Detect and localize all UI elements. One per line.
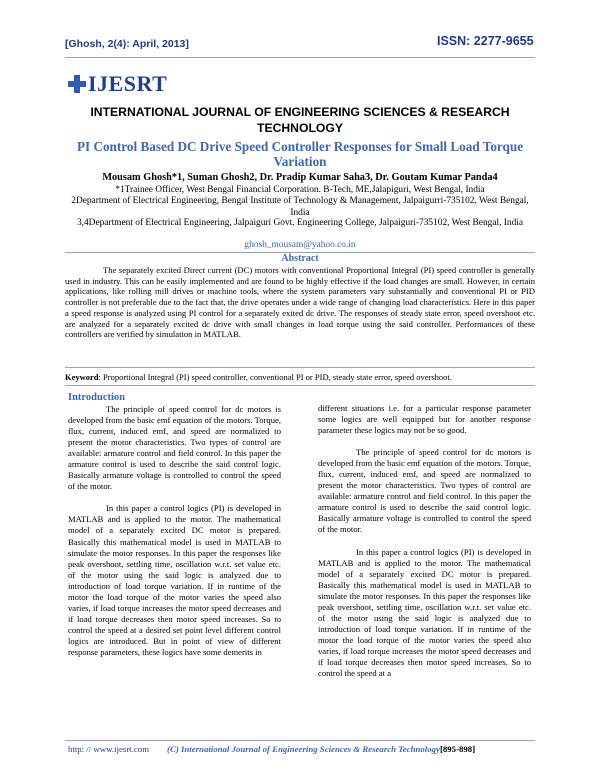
footer-url[interactable]: http: // www.ijesrt.com (68, 744, 150, 754)
affiliation-3: 3,4Department of Electrical Engineering, Jalpaiguri Govt. Engineering College, Jalpaiguri-735102, West Bengal, India (76, 218, 524, 228)
footer-pages: [895-898] (439, 744, 476, 754)
keywords-rule-top (65, 367, 535, 368)
left-paragraph-1: The principle of speed control for dc motors is developed from the basic emf equation of the motors. Torque, flux, current, induced emf, and speed are normalized to present the motor characteristics. Two types of control are available: armature control and field control. In this paper the armature control is used to describe the said control logic. Basically armature voltage is controlled to control the speed of the motor. (68, 404, 281, 492)
keywords-label: Keyword (65, 372, 99, 382)
introduction-heading: Introduction (68, 392, 125, 403)
right-paragraph-3: In this paper a control logics (PI) is developed in MATLAB and is applied to the motor. The mathematical model of a separately excited DC motor is prepared. Basically this mathematical model is used in MATLAB to simulate the motor responses. In this paper the responses like peak overshoot, settling time, oscillation w.r.t. set value etc. of the motor using the said logic is analyzed due to introduction of load torque variation. If in runtime of the motor the load torque of the motor varies the speed also varies, if load torque increases the motor speed decreases and if load torque decreases then motor speed increases. So to control the speed at a (318, 546, 531, 679)
footer-copyright: (C) International Journal of Engineering Sciences & Research Technology (167, 744, 440, 754)
right-paragraph-1: different situations i.e. for a particular response parameter some logics are well equipped but for another response parameter these logics may not be so good. (318, 403, 531, 436)
issue-citation: [Ghosh, 2(4): April, 2013] (65, 38, 189, 50)
page-footer (68, 744, 475, 754)
left-column (68, 404, 281, 658)
plus-icon (68, 75, 86, 93)
abstract-text: The separately excited Direct current (DC) motors with conventional Proportional Integral (PI) speed controller is generally used in industry. This can be easily implemented and are found to be highly effective if the load changes are small. However, in certain applications, like rolling mill drives or machine tools, where the system parameters vary substantially and conventional PI or PID controller is not preferable due to the fact that, the drive operates under a wide range of changing load characteristics. Here in this paper a speed response is analyzed using PI control for a separately exited dc drive. The responses of steady state error, speed overshoot etc. are analyzed for a separately excited dc drive with small changes in load torque using the said controller. Performances of these controllers are verified by simulation in MATLAB. (65, 265, 535, 340)
journal-logo (68, 72, 167, 96)
abstract-heading: Abstract (281, 253, 319, 264)
affiliation-1: *1Trainee Officer, West Bengal Financial Corporation. B-Tech, ME,Jalapiguri, West Bengal, India (115, 185, 485, 195)
left-paragraph-2: In this paper a control logics (PI) is developed in MATLAB and is applied to the motor. The mathematical model of a separately excited DC motor is prepared. Basically this mathematical model is used in MATLAB to simulate the motor responses. In this paper the responses like peak overshoot, settling time, oscillation w.r.t. set value etc. of the motor using the said logic is analyzed due to introduction of load torque variation. If in runtime of the motor the load torque of the motor varies the speed also varies, if load torque increases the motor speed decreases and if load torque decreases then motor speed increases. So to control the speed at a desired set point level different control logics are introduced. But in point of view of different response parameters, these logics have some demerits in (68, 503, 281, 657)
author-email[interactable]: ghosh_mousam@yahoo.co.in (244, 240, 356, 250)
paper-title: PI Control Based DC Drive Speed Controller Responses for Small Load Torque Variation (76, 139, 524, 169)
affiliation-2: 2Department of Electrical Engineering, Bengal Institute of Technology & Management, Jalpaigurri-735102, West Bengal, India (71, 196, 529, 218)
abstract-body (65, 265, 535, 340)
issn: ISSN: 2277-9655 (437, 34, 534, 48)
author-list: Mousam Ghosh*1, Suman Ghosh2, Dr. Pradip Kumar Saha3, Dr. Goutam Kumar Panda4 (102, 172, 498, 183)
keywords-text: : Proportional Integral (PI) speed controller, conventional PI or PID, steady state error, speed overshoot. (98, 372, 452, 382)
keywords-rule-bottom (65, 385, 535, 386)
footer-rule (65, 740, 535, 741)
header-rule (65, 57, 535, 58)
right-paragraph-2: The principle of speed control for dc motors is developed from the basic emf equation of the motors. Torque, flux, current, induced emf, and speed are normalized to present the motor characteristics. Two types of control are available: armature control and field control. In this paper the armature control is used to describe the said control logic. Basically armature voltage is controlled to control the speed of the motor. (318, 447, 531, 535)
logo-text: IJESRT (88, 71, 168, 96)
right-column (318, 403, 531, 679)
keywords (65, 372, 535, 382)
journal-name: INTERNATIONAL JOURNAL OF ENGINEERING SCIENCES & RESEARCH TECHNOLOGY (90, 105, 510, 135)
